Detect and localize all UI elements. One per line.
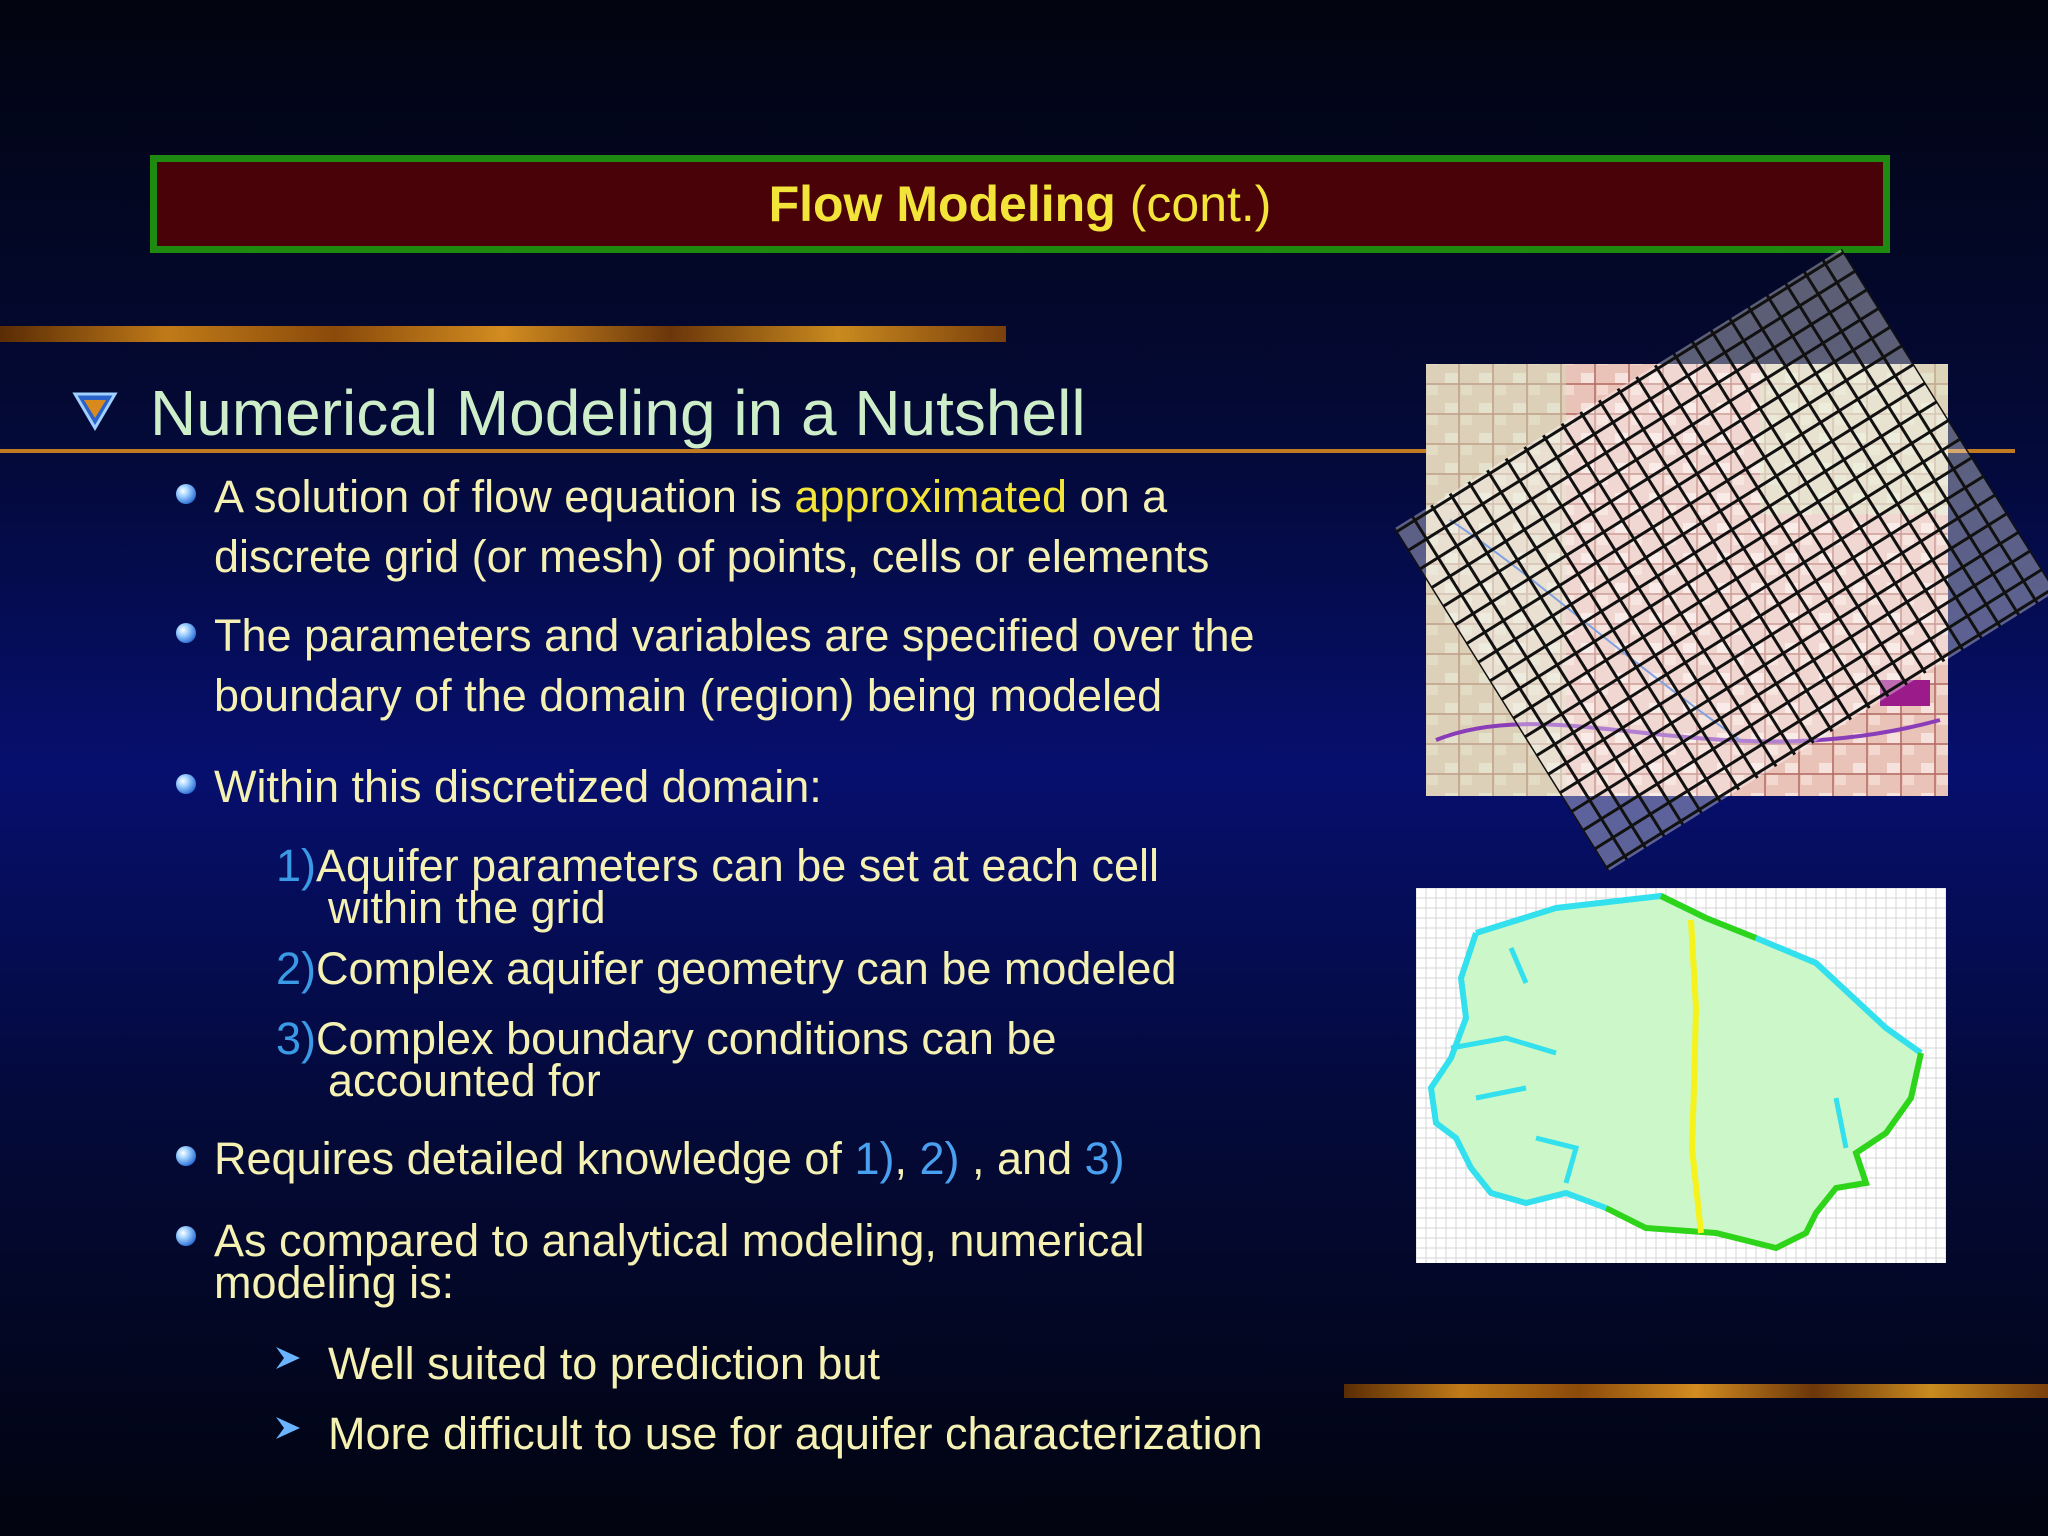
numbered-item-3-line1: Complex boundary conditions can be xyxy=(316,1013,1057,1064)
numbered-item-3-line2: accounted for xyxy=(328,1055,601,1106)
subpoint-1: Well suited to prediction but xyxy=(328,1338,880,1389)
map-grid-image xyxy=(1340,220,2048,900)
bullet-4-pre: Requires detailed knowledge of xyxy=(214,1133,842,1184)
bullet-icon xyxy=(176,484,196,504)
chevron-right-icon xyxy=(274,1345,302,1371)
numbered-item-3-num: 3) xyxy=(276,1013,317,1064)
numbered-item-1-line2: within the grid xyxy=(328,882,606,933)
bullet-icon xyxy=(176,1146,196,1166)
bullet-2-line2: boundary of the domain (region) being modeled xyxy=(214,670,1163,721)
chevron-right-icon xyxy=(274,1415,302,1441)
numbered-item-2-num: 2) xyxy=(276,943,317,994)
bullet-1-line2: discrete grid (or mesh) of points, cells or elements xyxy=(214,531,1210,582)
bullet-4-sep-2: , and xyxy=(972,1133,1073,1184)
aquifer-domain-image xyxy=(1416,888,1946,1263)
bullet-1-post: on a xyxy=(1079,471,1168,522)
bottom-decorative-band xyxy=(1344,1384,2048,1398)
slide-title: Flow Modeling xyxy=(768,176,1116,232)
subpoint-2: More difficult to use for aquifer characterization xyxy=(328,1408,1263,1459)
numbered-item-3 xyxy=(276,1013,1057,1106)
numbered-item-1-num: 1) xyxy=(276,840,317,891)
section-heading: Numerical Modeling in a Nutshell xyxy=(150,377,1086,449)
numbered-item-2-line1: Complex aquifer geometry can be modeled xyxy=(316,943,1177,994)
bullet-4-sep-1: , xyxy=(894,1133,907,1184)
bullet-5-line1: As compared to analytical modeling, numerical xyxy=(214,1215,1145,1266)
bullet-2-text xyxy=(214,606,1255,726)
bullet-4-ref-2: 2) xyxy=(919,1133,960,1184)
numbered-item-1-line1: Aquifer parameters can be set at each cell xyxy=(316,840,1159,891)
bullet-1-highlight: approximated xyxy=(794,471,1068,522)
bullet-2-line1: The parameters and variables are specified over the xyxy=(214,610,1255,661)
bullet-icon xyxy=(176,623,196,643)
bullet-icon xyxy=(176,1226,196,1246)
bullet-icon xyxy=(176,774,196,794)
bullet-5-line2: modeling is: xyxy=(214,1257,455,1308)
bullet-3-line1: Within this discretized domain: xyxy=(214,761,822,812)
bullet-4-text xyxy=(214,1129,1125,1189)
slide-title-cont: (cont.) xyxy=(1129,176,1272,232)
bullet-3-text xyxy=(214,757,822,817)
numbered-item-2 xyxy=(276,943,1177,994)
bullet-5-text xyxy=(214,1215,1145,1308)
bullet-4-ref-1: 1) xyxy=(854,1133,895,1184)
bullet-1-pre: A solution of flow equation is xyxy=(214,471,782,522)
triangle-bullet-icon xyxy=(72,388,118,434)
bullet-1-text xyxy=(214,467,1209,587)
numbered-item-1 xyxy=(276,840,1159,933)
bullet-4-ref-3: 3) xyxy=(1084,1133,1125,1184)
top-decorative-band xyxy=(0,326,1006,342)
